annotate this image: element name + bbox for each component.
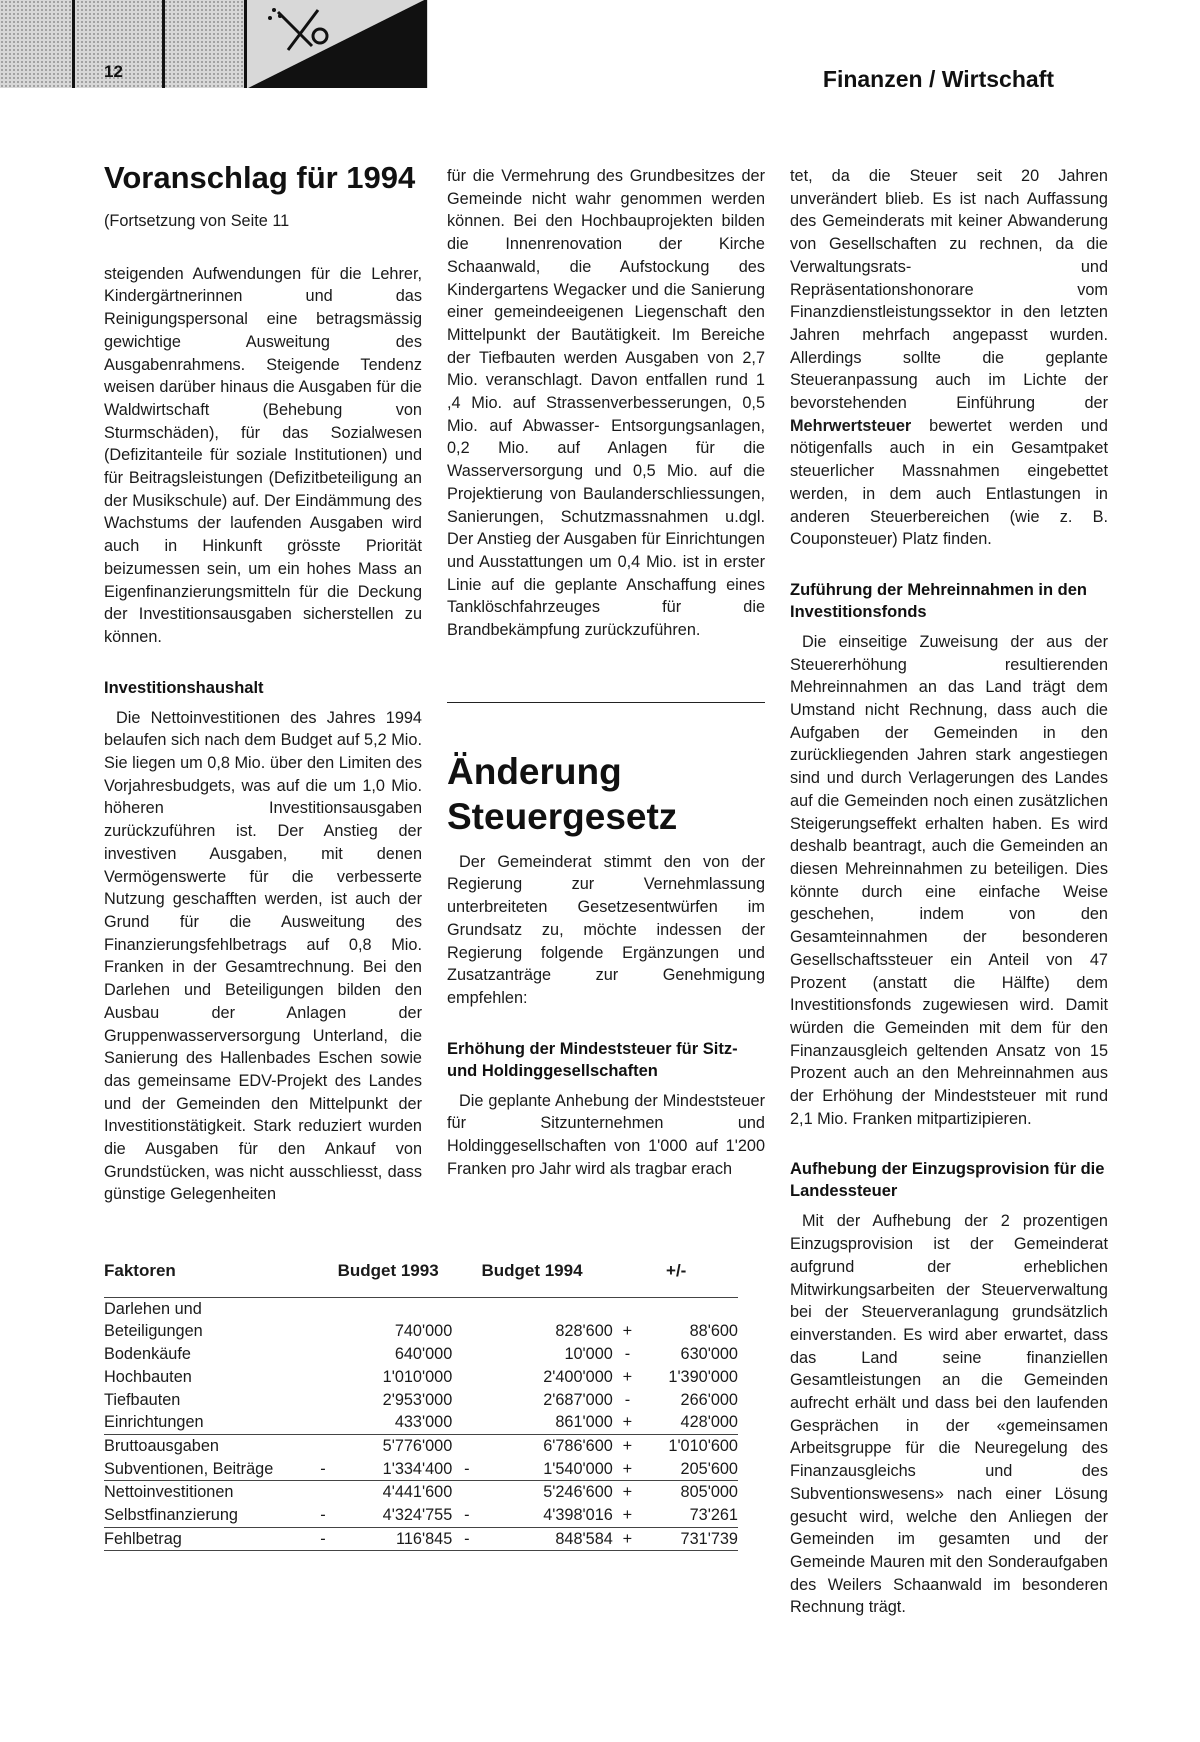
value-1993: 433'000 [394,1413,453,1432]
row-label: Einrichtungen [104,1413,204,1432]
difference: 73'261 [689,1506,738,1525]
table-row [104,1527,738,1551]
paragraph: Mit der Aufhebung der 2 prozentigen Einzugsprovision ist der Gemeinderat aufgrund der erheblichen Mitwirkungsarbeiten der Steuerverwaltung bei der Steuerveranlagung grundsätzlich einverstanden. Es wird aber erwartet, dass das Land seine finanziellen Gesamtleistungen an die Gemeinden aufrecht erhält und dass bei den laufenden Gesprächen in der «gemeinsamen Arbeitsgruppe für die Neuregelung des Finanzausgleichs und des Subventionswesens» nach einer Lösung gesucht wird, welche den Anliegen der Gemeinden im gesamten und der Gemeinde Mauren mit den Sonderaufgaben des Weilers Schaanwald im besonderen Rechnung trägt. [790,1212,1108,1617]
subheading: Aufhebung der Einzugsprovision für die Landessteuer [790,1160,1105,1201]
difference: 1'390'000 [668,1367,738,1386]
value-1993: 4'441'600 [338,1481,453,1504]
page-number: 12 [104,62,123,81]
sign [308,1434,337,1457]
sign [308,1297,337,1320]
value-1994: 828'600 [555,1322,613,1341]
crossed-tools-logo-icon [248,0,424,88]
sign [308,1481,337,1504]
value-1993: 740'000 [394,1322,453,1341]
table-row [104,1320,738,1343]
header-divider [424,0,427,88]
difference: 630'000 [680,1345,738,1364]
sign [308,1320,337,1343]
spacer [790,551,1108,579]
sign [308,1411,337,1434]
sign: + [622,1322,633,1341]
paragraph: Die Nettoinvestitionen des Jahres 1994 belaufen sich nach dem Budget auf 5,2 Mio. Sie liegen um 0,8 Mio. über den Limiten des Vorjahresbudgets, was auf die um 1,0 Mio. höheren Investitionsausgaben zurückzuführen ist. Der Anstieg der investiven Ausgaben, mit denen Vermögenswerte für die verbesserte Nutzung geschafften werden, ist auch der Grund für die Ausweitung des Finanzierungsfehlbetrags auf 0,8 Mio. Franken in der Gesamtrechnung. Bei den Darlehen und Beteiligungen bilden den Ausbau der Anlagen der Gruppenwasserversorgung Unterland, die Sanierung des Hallenbades Eschen sowie das gemeinsame EDV-Projekt des Landes und der Gemeinden den Mittelpunkt der Investitionstätigkeit. Stark reduziert wurden die Ausgaben für den Ankauf von Grundstücken, was nicht ausschliesst, dass günstige Gelegenheiten [104,708,422,1204]
row-label: Darlehen und [104,1297,308,1320]
sign [613,1297,642,1320]
value-1993: 2'953'000 [382,1390,453,1409]
row-label: Bruttoausgaben [104,1434,308,1457]
sign [452,1343,481,1366]
value-1993: 116'845 [338,1527,453,1551]
row-label: Bodenkäufe [104,1345,191,1364]
sign: + [622,1506,633,1525]
emphasis: Mehrwertsteuer [790,416,912,435]
table-row [104,1458,738,1481]
sign [452,1366,481,1389]
article-title: Änderung Steuergesetz [447,750,678,837]
paragraph: steigenden Aufwendungen für die Lehrer, Kindergärtnerinnen und das Reinigungspersonal eine betragsmässig gewichtige Ausweitung des Ausgabenrahmens. Steigende Tendenz weisen darüber hinaus die Ausgaben für die Waldwirtschaft (Behebung von Sturmschäden), für das Sozialwesen (Defizitanteile für soziale Institutionen) und für Beitragsleistungen (Defizitbeteiligung an der Musikschule) auf. Der Eindämmung des Wachstums der laufenden Ausgaben wird auch in Hinkunft grösste Priorität beizumessen sein, um ein hohes Mass an Eigenfinanzierungsmitteln für die Deckung der Investitionsausgaben sicherstellen zu können. [104,264,422,646]
value-1993: 640'000 [394,1345,453,1364]
value-1993 [338,1297,453,1320]
sign: - [308,1527,337,1551]
sign: - [624,1390,631,1409]
value-1993: 1'010'000 [382,1367,453,1386]
sign [452,1411,481,1434]
sign: + [622,1367,633,1386]
row-label: Hochbauten [104,1367,192,1386]
sign [452,1389,481,1412]
sign: - [464,1459,470,1478]
subheading: Investitionshaushalt [104,678,264,697]
sign: + [613,1434,642,1457]
sign: + [613,1481,642,1504]
value-1994: 6'786'600 [481,1434,612,1457]
sign: - [464,1506,470,1525]
sign [452,1434,481,1457]
column-header: +/- [666,1261,687,1280]
table-row [104,1343,738,1366]
column-header: Faktoren [104,1261,176,1280]
difference: 205'600 [680,1459,738,1478]
header-divider [162,0,165,88]
table-row [104,1504,738,1527]
sign: + [622,1413,633,1432]
sign: - [320,1506,326,1525]
paragraph-text: tet, da die Steuer seit 20 Jahren unverändert blieb. Es ist nach Auffassung des Gemeinderats mit keiner Abwanderung von Gesellschaften zu rechnen, da die Verwaltungsrats- und Repräsentationshonorare vom Finanzdienstleistungssektor in den letzten Jahren mehrfach angepasst wurden. Allerdings sollte die geplante Steueranpassung auch im Lichte der bevorstehenden Einführung der [790,167,1108,413]
row-label: Fehlbetrag [104,1527,308,1551]
sign: + [622,1459,633,1478]
value-1994: 5'246'600 [481,1481,612,1504]
row-label: Nettoinvestitionen [104,1481,308,1504]
sign [452,1320,481,1343]
spacer [790,1130,1108,1158]
subheading: Erhöhung der Mindeststeuer für Sitz- und Holdinggesellschaften [447,1039,738,1080]
paragraph: Der Gemeinderat stimmt den von der Regierung zur Vernehmlassung unterbreiteten Gesetzesentwürfen im Grundsatz zu, möchte indessen der Regierung folgende Ergänzungen und Zusatzanträge zur Genehmigung empfehlen: [447,852,765,1007]
paragraph: für die Vermehrung des Grundbesitzes der Gemeinde nicht wahr genommen werden können. Bei den Hochbauprojekten bilden die Innenrenovation der Kirche Schaanwald, die Aufstockung des Kindergartens Wegacker und die Sanierung einer gemeindeeigenen Liegenschaft den Mittelpunkt der Bautätigkeit. Im Bereiche der Tiefbauten werden Ausgaben von 2,7 Mio. veranschlagt. Davon entfallen rund 1 ,4 Mio. auf Strassenverbesserungen, 0,5 Mio. auf Abwasser- Entsorgungsanlagen, 0,2 Mio. auf Anlagen für die Wasserversorgung und 0,5 Mio. auf die Projektierung von Baulanderschliessungen, Sanierungen, Schutzmassnahmen u.dgl. Der Anstieg der Ausgaben für Einrichtungen und Ausstattungen um 0,4 Mio. ist in erster Linie auf die geplante Anschaffung eines Tanklöschfahrzeuges für die Brandbekämpfung zurückzuführen. [447,167,765,640]
difference: 731'739 [642,1527,738,1551]
header-divider [244,0,247,88]
table-row [104,1434,738,1457]
column-header: Budget 1994 [481,1261,583,1280]
table-row [104,1411,738,1434]
difference: 88'600 [689,1322,738,1341]
continuation-note: (Fortsetzung von Seite 11 [104,212,290,230]
sign [308,1366,337,1389]
value-1994: 4'398'016 [543,1506,613,1525]
row-label: Selbstfinanzierung [104,1506,238,1525]
value-1994: 10'000 [564,1345,613,1364]
budget-table [104,1260,738,1551]
value-1994: 2'687'000 [543,1390,613,1409]
difference [642,1297,738,1320]
sign: - [320,1459,326,1478]
section-title: Finanzen / Wirtschaft [822,66,1054,92]
sign: - [624,1345,631,1364]
value-1994: 2'400'000 [543,1367,613,1386]
difference: 266'000 [680,1390,738,1409]
column-2 [447,165,765,1181]
difference: 1'010'600 [642,1434,738,1457]
header-divider [72,0,75,88]
paragraph [790,165,1108,551]
value-1993: 5'776'000 [338,1434,453,1457]
row-label: Beteiligungen [104,1322,203,1341]
value-1994 [481,1297,612,1320]
value-1993: 4'324'755 [382,1506,453,1525]
value-1994: 861'000 [555,1413,613,1432]
paragraph-text: bewertet werden und nötigenfalls auch in ein Gesamtpaket steuerlicher Massnahmen eingebettet werden, in dem auch Entlastungen in anderen Steuerbereichen (wie z. B. Couponsteuer) Platz finden. [790,416,1108,549]
sign: + [613,1527,642,1551]
subheading: Zuführung der Mehreinnahmen in den Investitionsfonds [790,580,1087,621]
article-title: Voranschlag für 1994 [104,160,416,195]
paragraph: Die geplante Anhebung der Mindeststeuer für Sitzunternehmen und Holdinggesellschaften von 1'000 auf 1'200 Franken pro Jahr wird als tragbar erach [447,1091,765,1178]
table-row [104,1481,738,1504]
row-label: Subventionen, Beiträge [104,1459,274,1478]
sign [452,1481,481,1504]
paragraph: Die einseitige Zuweisung der aus der Steuererhöhung resultierenden Mehreinnahmen an das Land trägt dem Umstand nicht Rechnung, dass auch die Aufgaben der Gemeinden in den zurückliegenden Jahren stark angestiegen sind und durch Verlagerungen des Landes auf die Gemeinden noch einen zusätzlichen Steigerungseffekt erhalten haben. Es wird deshalb beantragt, auch die Gemeinden an diesen Mehreinnahmen zu beteiligen. Dies könnte durch eine einfache Weise geschehen, indem von den Gesamteinnahmen der besonderen Gesellschaftssteuer ein Anteil von 47 Prozent (anstatt die Hälfte) dem Investitionsfonds zugewiesen wird. Damit würden die Gemeinden mit dem für den Finanzausgleich geltenden Ansatz von 15 Prozent auch an den Mehreinnahmen aus der Erhöhung der Mindeststeuer mit rund 2,1 Mio. Franken mitpartizipieren. [790,632,1108,1128]
column-3 [790,165,1108,1619]
table-row [104,1366,738,1389]
table-row [104,1389,738,1412]
value-1993: 1'334'400 [382,1459,453,1478]
difference: 805'000 [642,1481,738,1504]
column-1 [104,160,422,1206]
table-row [104,1297,738,1320]
difference: 428'000 [680,1413,738,1432]
sign [308,1389,337,1412]
column-header: Budget 1993 [337,1261,439,1280]
value-1994: 1'540'000 [543,1459,613,1478]
row-label: Tiefbauten [104,1390,181,1409]
value-1994: 848'584 [481,1527,612,1551]
sign: - [452,1527,481,1551]
sign [308,1343,337,1366]
sign [452,1297,481,1320]
